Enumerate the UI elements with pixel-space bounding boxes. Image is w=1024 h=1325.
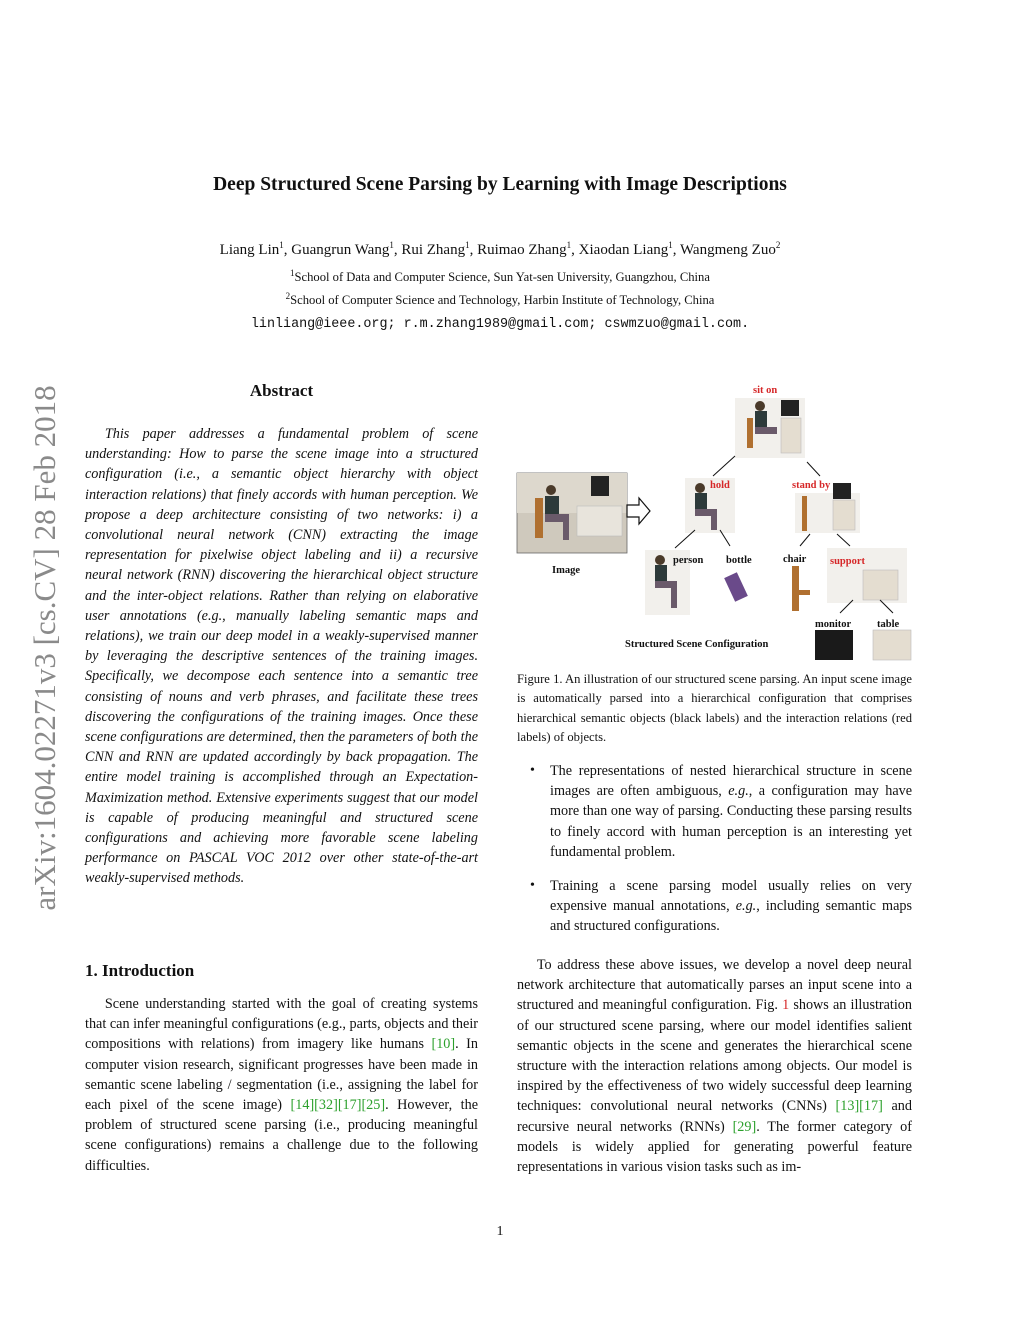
- relation-hold: hold: [710, 480, 730, 491]
- citation-link[interactable]: [32]: [314, 1097, 338, 1114]
- citation-link[interactable]: [14]: [290, 1097, 315, 1114]
- text-run: Training a scene parsing model usually relies on very expensive manual annotations,: [550, 878, 912, 915]
- intro-paragraph-2: [517, 955, 912, 1177]
- relation-support: support: [830, 556, 866, 567]
- arrow-icon: [627, 498, 650, 524]
- tree-edge: [807, 462, 820, 476]
- abstract-body: [85, 424, 478, 889]
- author: Xiaodan Liang: [578, 242, 669, 258]
- author: Ruimao Zhang: [477, 242, 567, 258]
- author: Liang Lin: [219, 242, 280, 258]
- text-run: . However, the problem of structured scene parsing (i.e., producing meaningful scene configurations) remains a challenge due to the following difficulties.: [85, 1097, 478, 1174]
- author-affiliation-mark: 1: [389, 240, 394, 250]
- tree-edge: [800, 534, 810, 546]
- abstract-heading: Abstract: [249, 381, 314, 400]
- arxiv-stamp: arXiv:1604.02271v3 [cs.CV] 28 Feb 2018: [27, 385, 62, 911]
- bullet-icon: •: [530, 878, 535, 893]
- object-chair: chair: [783, 554, 807, 565]
- node-table: [873, 630, 911, 660]
- right-paragraph: [517, 955, 912, 1177]
- relation-stand-by: stand by: [792, 480, 831, 491]
- author: Wangmeng Zuo: [679, 242, 776, 258]
- object-table: table: [877, 619, 900, 630]
- text-run-italic: e.g.: [735, 898, 757, 915]
- text-run-italic: e.g.: [728, 783, 749, 800]
- citation-link[interactable]: [10]: [431, 1036, 456, 1053]
- relation-sit-on: sit on: [753, 385, 778, 396]
- bullet-icon: •: [530, 763, 535, 778]
- citation-link[interactable]: [17]: [337, 1097, 362, 1114]
- affiliation-number: 2: [285, 291, 291, 301]
- text-run: and recursive neural networks (RNNs): [517, 1098, 912, 1135]
- paper-title: Deep Structured Scene Parsing by Learning with Image Descriptions: [213, 174, 787, 195]
- node-bottle: [724, 572, 748, 601]
- input-scene-image: [517, 473, 627, 553]
- author: Guangrun Wang: [291, 242, 390, 258]
- intro-paragraph: [85, 994, 478, 1176]
- citation-link[interactable]: [29]: [732, 1118, 757, 1135]
- figure-1-caption: Figure 1. An illustration of our structured scene parsing. An input scene image is automatically parsed into a hierarchical configuration that comprises hierarchical semantic objects (black labels) and the interaction relations (red labels) of objects.: [517, 672, 912, 745]
- intro-heading: 1. Introduction: [85, 961, 195, 980]
- text-run: . The former category of models is widely applied for generating powerful feature representations in various vision tasks such as im-: [517, 1118, 912, 1176]
- intro-body: [85, 994, 478, 1176]
- node-sit-on: [735, 398, 805, 458]
- bullet-text: [550, 876, 912, 937]
- tree-edge: [837, 534, 850, 546]
- affiliation-text: School of Data and Computer Science, Sun Yat-sen University, Guangzhou, China: [294, 270, 710, 284]
- affiliation-2: [0, 293, 1000, 308]
- email-list: linliang@ieee.org; r.m.zhang1989@gmail.com; cswmzuo@gmail.com.: [250, 317, 750, 332]
- citation-link[interactable]: [13]: [835, 1098, 860, 1115]
- text-run: shows an illustration of our structured scene parsing, where our model identifies salient semantic objects in the scene and generates the hierarchical scene structure with the interaction relations among objects. Our model is inspired by the effectiveness of two widely successful deep learning techniques: convolutional neural networks (CNNs): [517, 997, 912, 1115]
- author-affiliation-mark: 2: [775, 240, 781, 250]
- affiliation-1: [0, 270, 1000, 285]
- figure-1-diagram: [515, 378, 915, 663]
- object-bottle: bottle: [726, 555, 752, 566]
- author-affiliation-mark: 1: [566, 240, 572, 250]
- affiliation-text: School of Computer Science and Technology, Harbin Institute of Technology, China: [290, 293, 715, 307]
- text-run: , including semantic maps and structured configurations.: [550, 898, 912, 935]
- author-affiliation-mark: 1: [279, 240, 284, 250]
- text-run: Scene understanding started with the goal of creating systems that can infer meaningful configurations (e.g., parts, objects and their compositions with relations) from imagery like humans: [85, 996, 478, 1053]
- author-affiliation-mark: 1: [465, 240, 470, 250]
- author-affiliation-mark: 1: [668, 240, 673, 250]
- figure-config-label: Structured Scene Configuration: [625, 639, 769, 650]
- citation-link[interactable]: [17]: [859, 1098, 883, 1115]
- text-run: . In computer vision research, significant progresses have been made in semantic scene labeling / segmentation (i.e., assigning the label for each pixel of the scene image): [85, 1036, 478, 1114]
- abstract-text: This paper addresses a fundamental problem of scene understanding: How to parse the scene image into a structured configuration (i.e., a semantic object hierarchy with object interaction relations) that finely accords with human perception. We propose a deep architecture consisting of two networks: i) a convolutional neural network (CNN) extracting the image representation for pixelwise object labeling and ii) a recursive neural network (RNN) discovering the hierarchical object structure and the inter-object relations. Rather than relying on elaborative user annotations (e.g., manually labeling semantic maps and relations), we train our deep model in a weakly-supervised manner by leveraging the descriptive sentences of the training images. Specifically, we decompose each sentence into a semantic tree consisting of nouns and verb phrases, and facilitate these trees discovering the configurations of the training images. Once these scene configurations are determined, then the parameters of both the CNN and RNN are updated accordingly by back propagation. The entire model training is accomplished through an Expectation-Maximization method. Extensive experiments suggest that our model is capable of producing meaningful and structured scene configurations and achieving more favorable scene labeling performance on PASCAL VOC 2012 over other state-of-the-art weakly-supervised methods.: [85, 426, 478, 887]
- text-run: To address these above issues, we develop a novel deep neural network architecture that automatically parses an input scene into a structured and meaningful configuration. Fig.: [517, 957, 912, 1014]
- figure-link[interactable]: 1: [782, 997, 790, 1014]
- author-list: Liang Lin$^1$, Guangrun Wang$^1$, Rui Zhang$^1$, Ruimao Zhang$^1$, Xiaodan Liang$^1$, Wangmeng Zuo$^2$: [219, 240, 781, 258]
- object-person: person: [673, 555, 704, 566]
- bullet-item-2: [530, 876, 912, 937]
- node-monitor: [815, 630, 853, 660]
- page-number: 1: [496, 1224, 504, 1239]
- node-chair: [792, 566, 810, 611]
- citation-link[interactable]: [25]: [361, 1097, 386, 1114]
- bullet-text: [550, 761, 912, 862]
- figure-image-label: Image: [552, 565, 580, 576]
- affiliation-number: 1: [290, 268, 295, 278]
- text-run: , a configuration may have more than one way of parsing. Conducting these parsing results to finely accord with human perception is an interesting yet fundamental problem.: [550, 783, 913, 860]
- tree-edge: [713, 456, 735, 476]
- figure-1: [515, 378, 915, 663]
- text-run: The representations of nested hierarchical structure in scene images are often ambiguous,: [550, 763, 912, 800]
- object-monitor: monitor: [815, 619, 852, 630]
- bullet-item-1: [530, 761, 912, 862]
- author: Rui Zhang: [401, 242, 466, 258]
